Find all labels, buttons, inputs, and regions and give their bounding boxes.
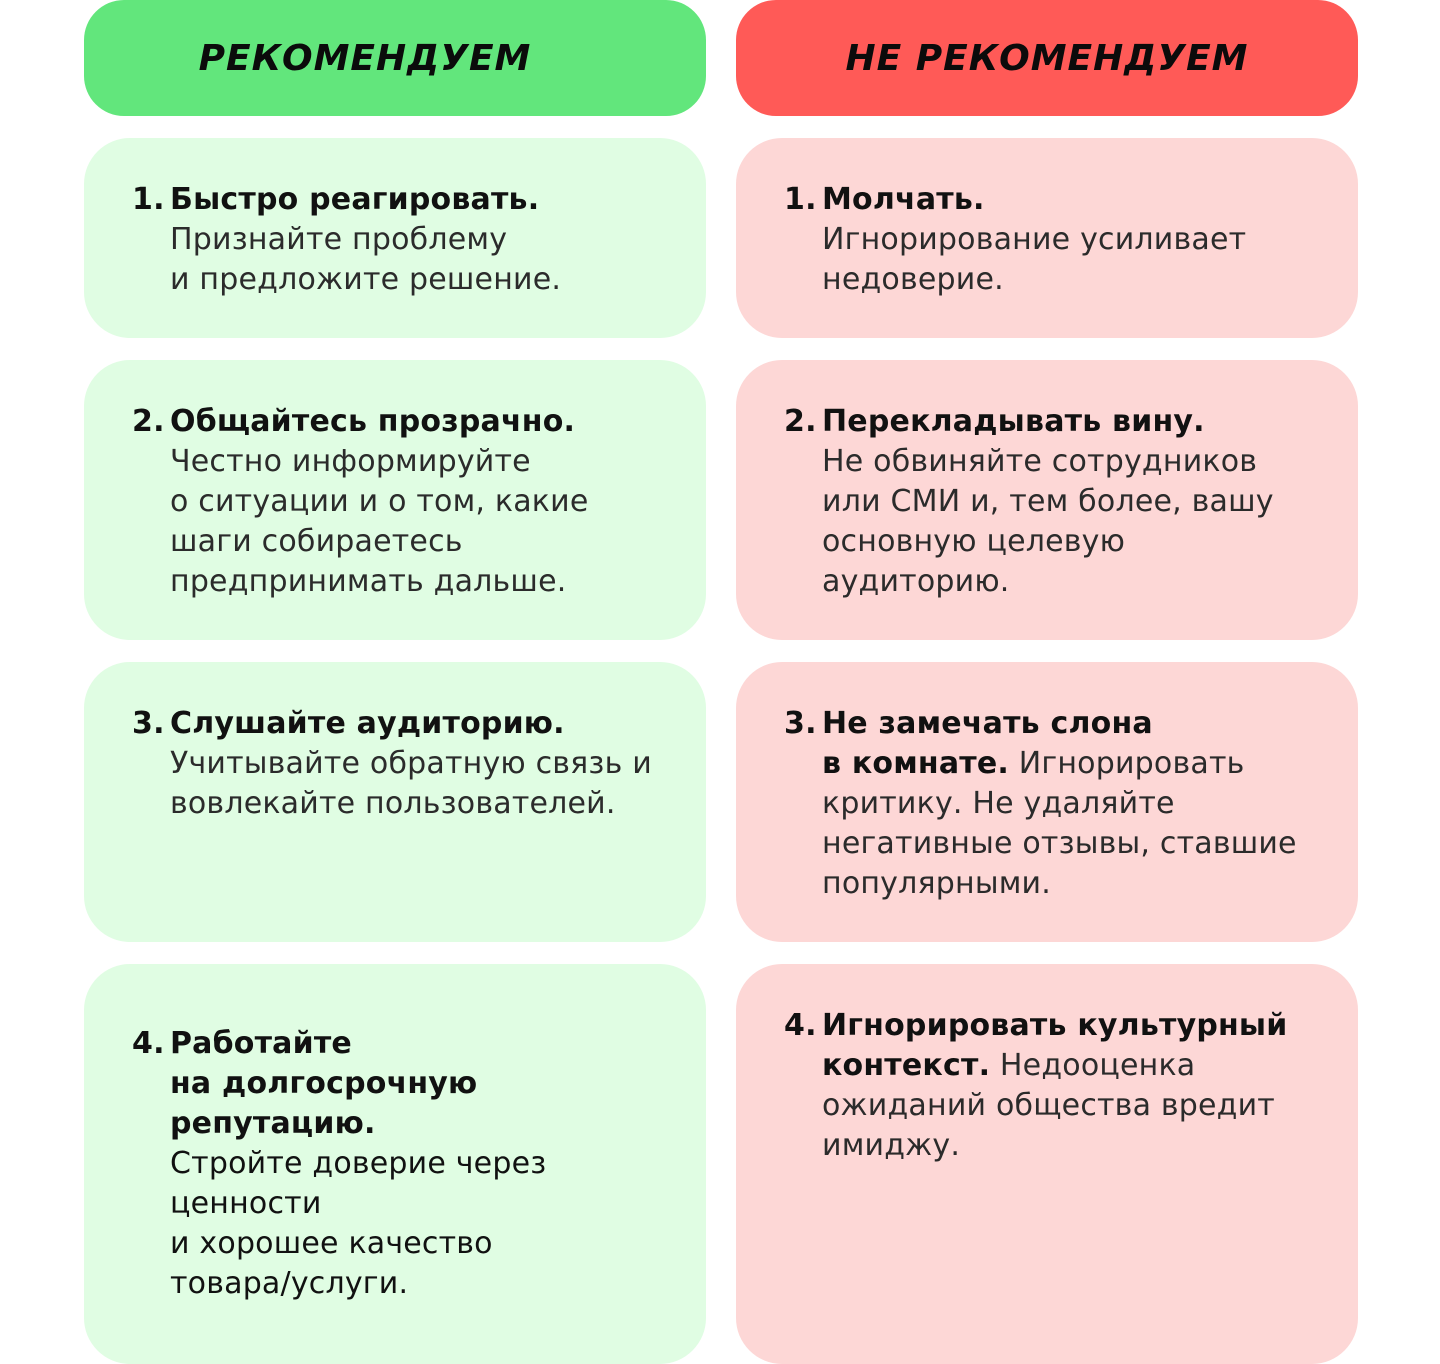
item-title-line: репутацию.: [170, 1106, 376, 1141]
item-description-line: негативные отзывы, ставшие: [822, 826, 1297, 861]
item-mixed-line: [822, 1046, 1328, 1086]
item-description-line: товара/услуги.: [170, 1266, 409, 1301]
item-title-line: Работайте: [170, 1026, 352, 1061]
recommend-card-3: [84, 662, 706, 942]
item-description-line: Учитывайте обратную связь и: [170, 746, 652, 781]
not-recommend-item-1: [784, 180, 1328, 300]
item-description-line: и хорошее качество: [170, 1226, 493, 1261]
item-description-line: популярными.: [822, 866, 1051, 901]
not-recommend-card-1: [736, 138, 1358, 338]
item-description-line: Игнорирование усиливает: [822, 222, 1247, 257]
item-number: 4.: [132, 1026, 165, 1061]
item-number: 3.: [784, 706, 817, 741]
recommend-card-1: [84, 138, 706, 338]
item-description-inline: Игнорировать: [1009, 746, 1245, 781]
item-description-line: Не обвиняйте сотрудников: [822, 444, 1258, 479]
item-number: 3.: [132, 706, 165, 741]
item-description-line: имиджу.: [822, 1128, 961, 1163]
item-description-line: недоверие.: [822, 262, 1004, 297]
item-number: 2.: [132, 404, 165, 439]
item-description-line: вовлекайте пользователей.: [170, 786, 616, 821]
not-recommend-item-3: [784, 704, 1328, 904]
recommend-item-3: [132, 704, 676, 824]
item-description-inline: Недооценка: [990, 1048, 1196, 1083]
item-title: Быстро реагировать.: [170, 182, 540, 217]
item-title-line: Не замечать слона: [822, 706, 1153, 741]
item-number: 4.: [784, 1008, 817, 1043]
item-description-line: Признайте проблему: [170, 222, 508, 257]
recommend-header: [84, 0, 706, 116]
item-description-line: или СМИ и, тем более, вашу: [822, 484, 1274, 519]
item-description-line: шаги собираетесь: [170, 524, 463, 559]
item-description-line: Честно информируйте: [170, 444, 531, 479]
item-title-line: контекст.: [822, 1048, 991, 1083]
not-recommend-card-4: [736, 964, 1358, 1364]
item-description-line: аудиторию.: [822, 564, 1010, 599]
item-description-line: о ситуации и о том, какие: [170, 484, 589, 519]
item-description-line: ожиданий общества вредит: [822, 1088, 1275, 1123]
item-title: Слушайте аудиторию.: [170, 706, 565, 741]
not-recommend-item-2: [784, 402, 1328, 602]
recommend-item-2: [132, 402, 676, 602]
recommend-card-4: [84, 964, 706, 1364]
recommend-card-2: [84, 360, 706, 640]
not-recommend-header-label: НЕ РЕКОМЕНДУЕМ: [845, 37, 1249, 79]
item-description-line: Стройте доверие через: [170, 1146, 547, 1181]
recommend-item-1: [132, 180, 676, 300]
item-title: Перекладывать вину.: [822, 404, 1205, 439]
recommend-header-label: РЕКОМЕНДУЕМ: [198, 37, 532, 79]
item-description-line: предпринимать дальше.: [170, 564, 567, 599]
item-description-line: и предложите решение.: [170, 262, 562, 297]
item-title-line: в комнате.: [822, 746, 1010, 781]
not-recommend-card-3: [736, 662, 1358, 942]
item-title-line: Игнорировать культурный: [822, 1008, 1288, 1043]
item-number: 1.: [784, 182, 817, 217]
not-recommend-item-4: [784, 1006, 1328, 1166]
item-description-line: критику. Не удаляйте: [822, 786, 1175, 821]
item-mixed-line: [822, 744, 1328, 784]
not-recommend-card-2: [736, 360, 1358, 640]
item-title: Молчать.: [822, 182, 985, 217]
item-title: Общайтесь прозрачно.: [170, 404, 576, 439]
item-number: 1.: [132, 182, 165, 217]
recommend-item-4: [132, 1024, 676, 1304]
item-description-line: основную целевую: [822, 524, 1126, 559]
not-recommend-header: [736, 0, 1358, 116]
item-title-line: на долгосрочную: [170, 1066, 478, 1101]
item-number: 2.: [784, 404, 817, 439]
item-description-line: ценности: [170, 1186, 322, 1221]
